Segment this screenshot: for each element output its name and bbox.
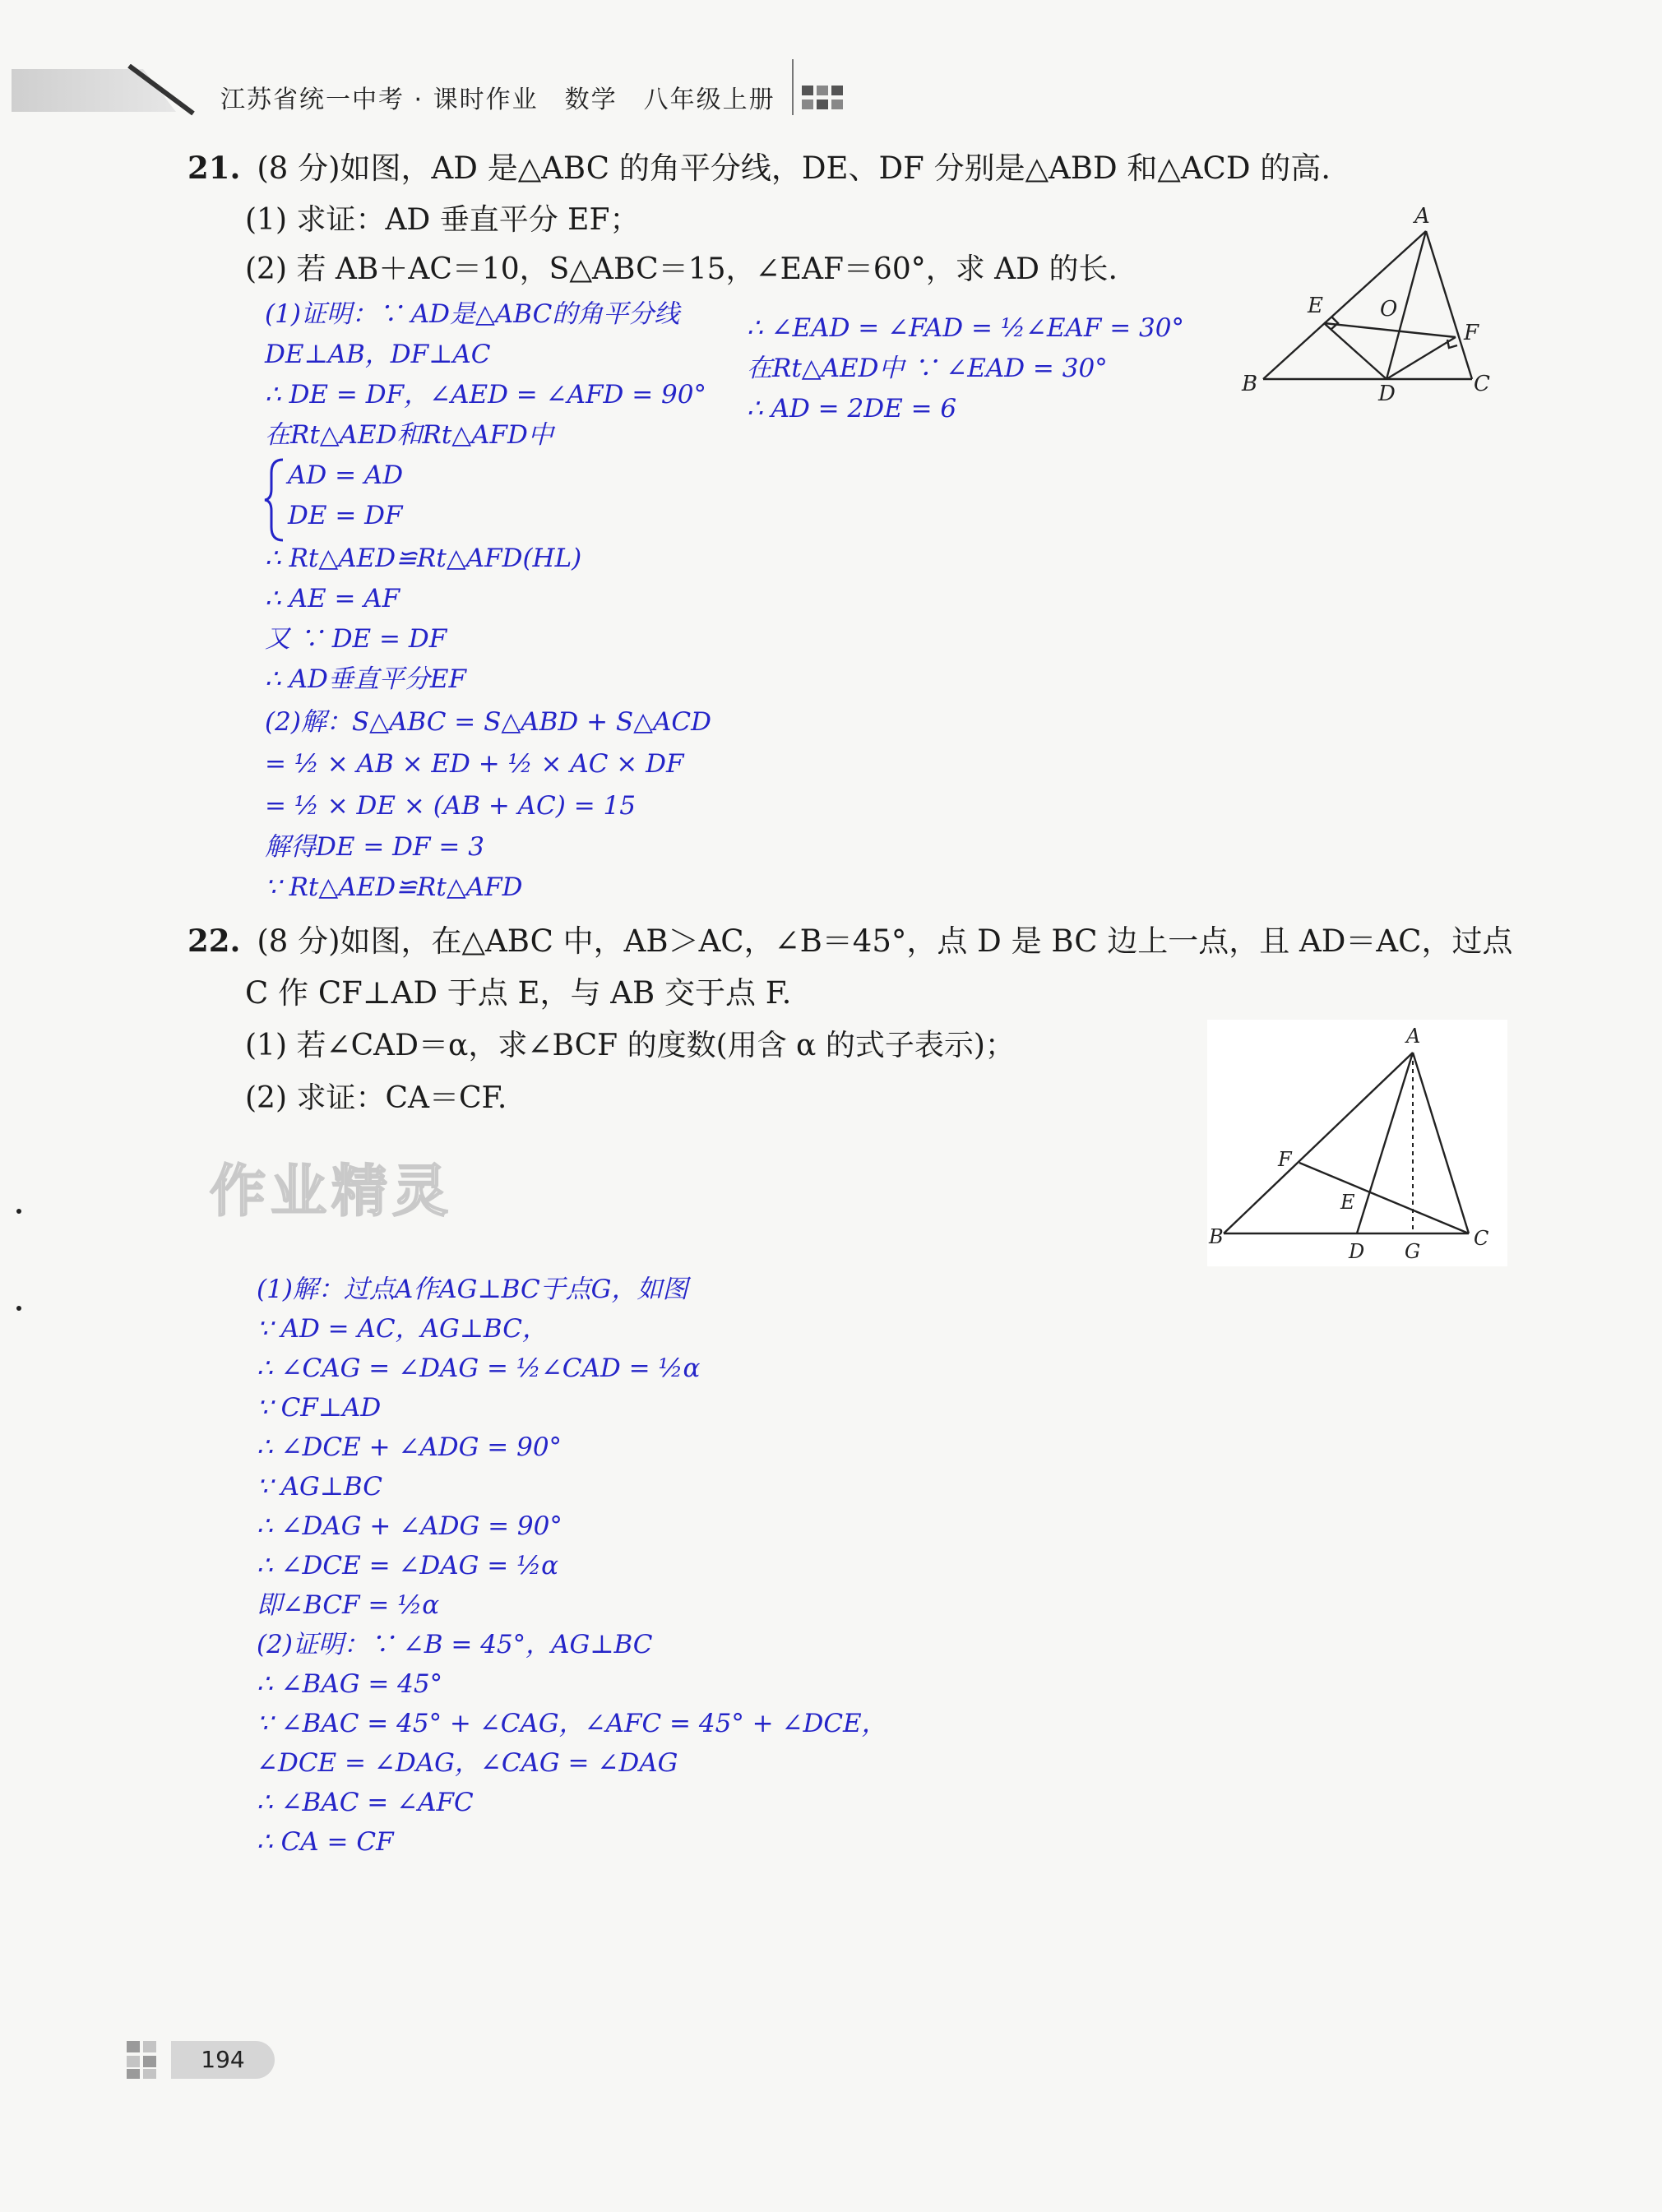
q22-ans-line: (1)解：过点A作AG⊥BC于点G，如图: [257, 1275, 688, 1304]
q22-ans-line: ∠DCE = ∠DAG，∠CAG = ∠DAG: [257, 1748, 678, 1778]
watermark: 作业精灵: [210, 1159, 454, 1224]
q22-number: 22.: [187, 923, 241, 959]
fig21-label-E: E: [1308, 294, 1323, 318]
margin-mark: [16, 1306, 21, 1311]
q22-ans-line: (2)证明：∵ ∠B = 45°，AG⊥BC: [257, 1630, 653, 1659]
q22-ans-line: ∴ ∠BAG = 45°: [257, 1669, 443, 1699]
fig21-label-O: O: [1380, 297, 1398, 322]
fig22-label-B: B: [1209, 1225, 1224, 1248]
q21-figure: [1234, 201, 1505, 407]
fig22-label-A: A: [1406, 1025, 1421, 1048]
fig21-label-F: F: [1464, 321, 1479, 345]
q21-ans-line: (1)证明：∵ AD是△ABC的角平分线: [265, 299, 680, 329]
q21-ans-line: ∵ Rt△AED≌Rt△AFD: [265, 872, 523, 902]
q22-stem-line2: C 作 CF⊥AD 于点 E，与 AB 交于点 F.: [245, 975, 792, 1011]
header-title: 江苏省统一中考 · 课时作业 数学 八年级上册: [220, 86, 775, 114]
q21-ans-line: ∴ DE = DF，∠AED = ∠AFD = 90°: [265, 380, 706, 410]
q21-ans-line: 在Rt△AED和Rt△AFD中: [265, 420, 553, 450]
footer-grid-icon: [127, 2041, 169, 2079]
q21-stem: [187, 146, 1331, 190]
fig22-label-G: G: [1405, 1240, 1421, 1263]
fig22-label-F: F: [1278, 1148, 1292, 1171]
q21-ans-line: ∴ AD垂直平分EF: [265, 664, 466, 694]
q21-ans-line: ∴ AD = 2DE = 6: [747, 394, 957, 423]
margin-mark: [16, 1209, 21, 1214]
fig22-label-D: D: [1349, 1240, 1365, 1263]
header-slash-decoration: [127, 64, 201, 118]
q22-ans-line: ∴ ∠BAC = ∠AFC: [257, 1788, 474, 1817]
q22-part2: (2) 求证：CA＝CF.: [245, 1081, 507, 1115]
fig21-label-B: B: [1242, 372, 1258, 396]
q21-ans-line: DE⊥AB，DF⊥AC: [265, 340, 491, 369]
q21-ans-line: = ½ × AB × ED + ½ × AC × DF: [265, 749, 684, 779]
q22-figure: [1207, 1020, 1507, 1266]
q22-ans-line: 即∠BCF = ½α: [257, 1590, 440, 1620]
q21-ans-line: DE = DF: [288, 501, 403, 530]
q21-ans-line: 解得DE = DF = 3: [265, 832, 484, 862]
fig21-label-C: C: [1474, 372, 1490, 396]
brace-symbol: [262, 456, 286, 544]
q22-ans-line: ∵ ∠BAC = 45° + ∠CAG，∠AFC = 45° + ∠DCE，: [257, 1709, 887, 1738]
q21-ans-line: = ½ × DE × (AB + AC) = 15: [265, 791, 636, 821]
q22-ans-line: ∵ CF⊥AD: [257, 1393, 382, 1423]
page-number: 194: [171, 2041, 275, 2079]
q21-number: 21.: [187, 150, 241, 186]
q22-ans-line: ∴ ∠DAG + ∠ADG = 90°: [257, 1511, 562, 1541]
q22-stem-text: (8 分)如图，在△ABC 中，AB＞AC，∠B＝45°，点 D 是 BC 边上一点，且 AD＝AC，过点: [257, 923, 1513, 959]
q21-ans-line: ∴ ∠EAD = ∠FAD = ½∠EAF = 30°: [747, 313, 1184, 343]
q21-stem-text: (8 分)如图，AD 是△ABC 的角平分线，DE、DF 分别是△ABD 和△ACD 的高.: [257, 150, 1331, 186]
q21-ans-line: 又 ∵ DE = DF: [265, 624, 447, 654]
q22-ans-line: ∴ ∠DCE = ∠DAG = ½α: [257, 1551, 559, 1580]
q21-ans-line: 在Rt△AED中 ∵ ∠EAD = 30°: [747, 354, 1108, 383]
fig22-label-C: C: [1474, 1227, 1489, 1250]
q22-ans-line: ∵ AG⊥BC: [257, 1472, 382, 1502]
q22-part1: (1) 若∠CAD＝α，求∠BCF 的度数(用含 α 的式子表示)；: [245, 1029, 1015, 1062]
q21-ans-line: (2)解：S△ABC = S△ABD + S△ACD: [265, 707, 711, 737]
q21-part1: (1) 求证：AD 垂直平分 EF；: [245, 203, 640, 237]
header-divider: [792, 59, 794, 115]
q22-ans-line: ∴ ∠DCE + ∠ADG = 90°: [257, 1432, 562, 1462]
q21-ans-line: AD = AD: [288, 460, 404, 490]
fig21-label-D: D: [1378, 382, 1396, 406]
q22-ans-line: ∴ ∠CAG = ∠DAG = ½∠CAD = ½α: [257, 1354, 701, 1383]
q21-part2: (2) 若 AB＋AC＝10，S△ABC＝15，∠EAF＝60°，求 AD 的长.: [245, 252, 1118, 286]
fig22-label-E: E: [1340, 1191, 1355, 1214]
q22-ans-line: ∴ CA = CF: [257, 1827, 394, 1857]
q22-stem-line1: [187, 919, 1512, 963]
q21-ans-line: ∴ Rt△AED≌Rt△AFD(HL): [265, 544, 582, 573]
q22-ans-line: ∵ AD = AC，AG⊥BC，: [257, 1314, 548, 1344]
q21-ans-line: ∴ AE = AF: [265, 584, 400, 613]
header-grid-icon: [802, 86, 846, 112]
fig21-label-A: A: [1414, 204, 1430, 229]
